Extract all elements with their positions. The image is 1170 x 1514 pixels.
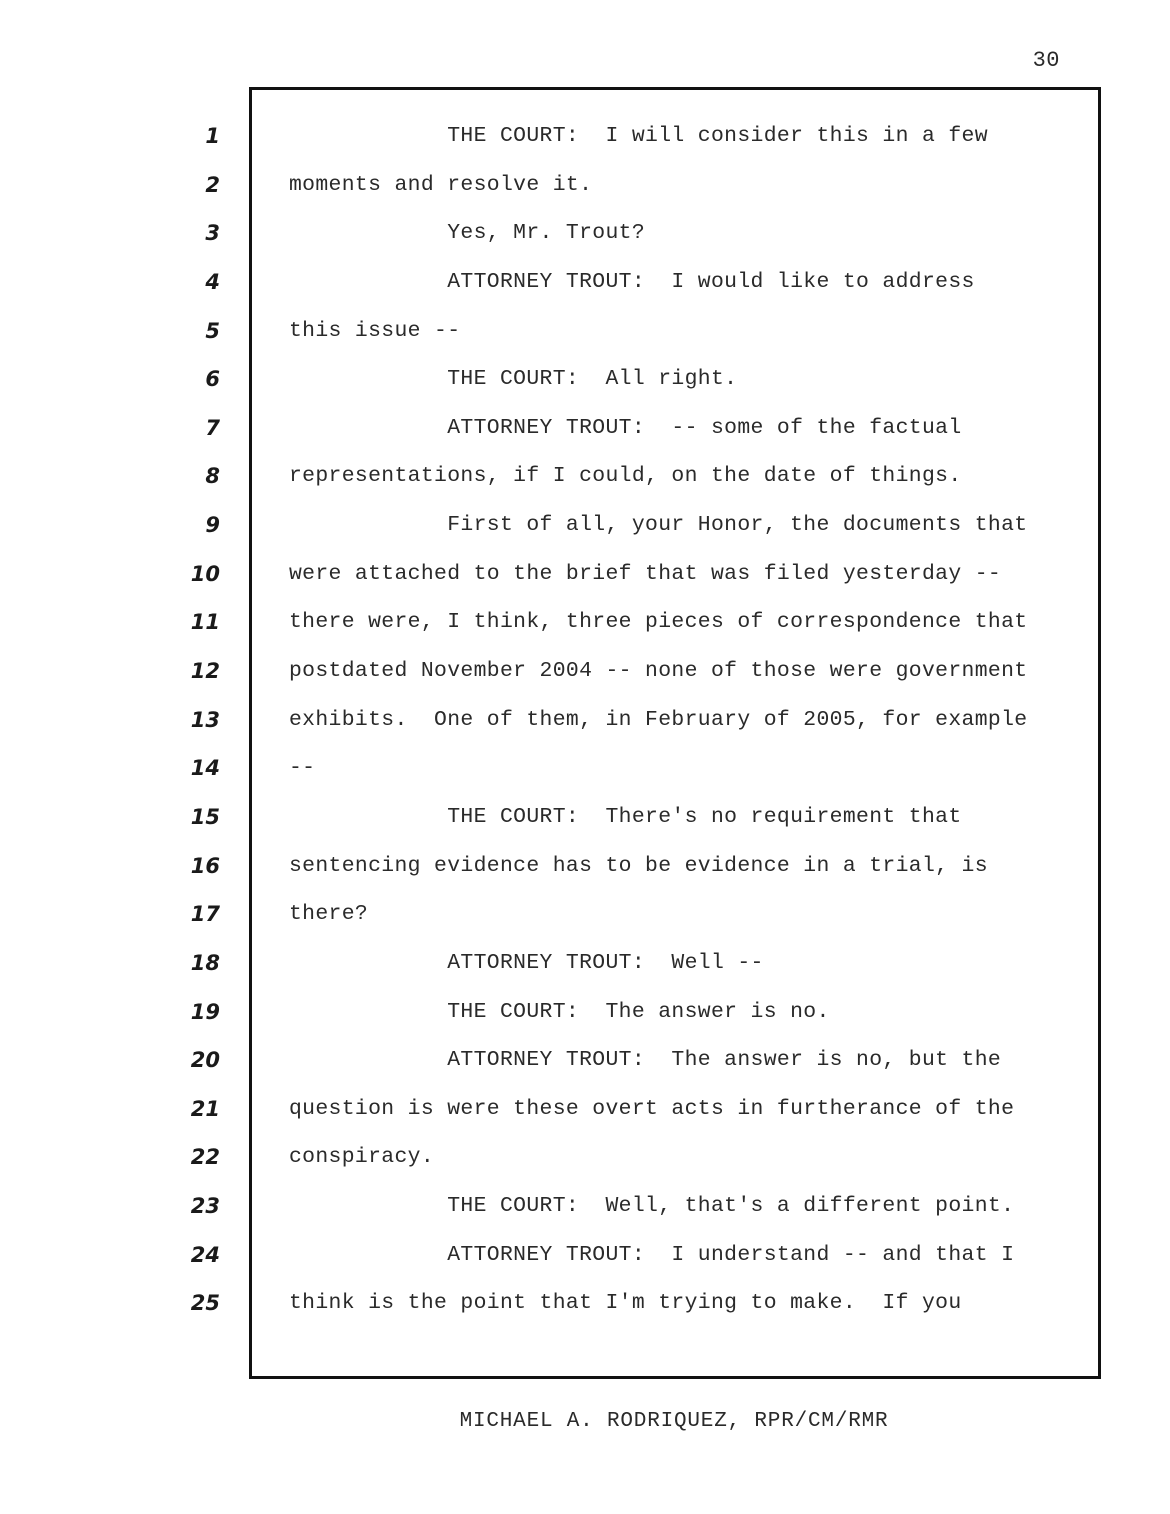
line-number: 10 <box>190 561 220 586</box>
transcript-line: ATTORNEY TROUT: -- some of the factual <box>289 415 962 440</box>
line-number: 21 <box>190 1096 220 1121</box>
line-number: 1 <box>205 124 220 148</box>
line-number: 6 <box>205 367 220 392</box>
line-number: 11 <box>190 610 220 635</box>
line-number: 4 <box>205 269 220 294</box>
line-number: 18 <box>190 950 220 975</box>
line-number: 14 <box>190 756 220 781</box>
line-number: 22 <box>190 1145 220 1170</box>
line-number: 23 <box>190 1194 220 1219</box>
line-number: 7 <box>205 415 220 440</box>
line-number: 3 <box>205 221 220 246</box>
transcript-line: Yes, Mr. Trout? <box>289 221 646 246</box>
transcript-line: question is were these overt acts in furtherance of the <box>289 1096 1015 1121</box>
transcript-body <box>289 112 1089 1328</box>
line-number: 9 <box>205 513 220 538</box>
page-number: 30 <box>1032 48 1060 73</box>
line-number: 24 <box>190 1242 220 1267</box>
line-number: 5 <box>205 318 220 343</box>
transcript-line: there? <box>289 902 369 927</box>
line-number: 12 <box>190 659 220 684</box>
transcript-line: THE COURT: I will consider this in a few <box>289 124 988 148</box>
transcript-line: representations, if I could, on the date of things. <box>289 464 962 489</box>
transcript-line: moments and resolve it. <box>289 172 593 197</box>
transcript-line: were attached to the brief that was filed yesterday -- <box>289 561 1002 586</box>
reporter-footer: MICHAEL A. RODRIQUEZ, RPR/CM/RMR <box>459 1410 889 1433</box>
transcript-line: postdated November 2004 -- none of those were government <box>289 659 1028 684</box>
line-number: 15 <box>190 804 220 829</box>
transcript-line: THE COURT: There's no requirement that <box>289 804 962 829</box>
transcript-line: THE COURT: The answer is no. <box>289 999 830 1024</box>
transcript-line: THE COURT: All right. <box>289 367 738 392</box>
transcript-line: exhibits. One of them, in February of 2005, for example <box>289 707 1028 732</box>
transcript-line: First of all, your Honor, the documents that <box>289 513 1028 538</box>
transcript-line: -- <box>289 756 316 781</box>
transcript-line: think is the point that I'm trying to make. If you <box>289 1291 962 1316</box>
transcript-line: THE COURT: Well, that's a different point. <box>289 1194 1015 1219</box>
transcript-line: conspiracy. <box>289 1145 435 1170</box>
transcript-line: there were, I think, three pieces of correspondence that <box>289 610 1028 635</box>
line-number: 20 <box>190 1048 220 1073</box>
line-number: 8 <box>205 464 220 489</box>
transcript-line: this issue -- <box>289 318 461 343</box>
transcript-line: ATTORNEY TROUT: The answer is no, but the <box>289 1048 1002 1073</box>
transcript-line: ATTORNEY TROUT: I would like to address <box>289 269 975 294</box>
line-number: 17 <box>190 902 220 927</box>
line-number: 16 <box>190 853 220 878</box>
transcript-line: ATTORNEY TROUT: I understand -- and that I <box>289 1242 1015 1267</box>
line-number: 25 <box>190 1291 220 1316</box>
line-number: 13 <box>190 707 220 732</box>
line-number: 19 <box>190 999 220 1024</box>
line-number-column <box>150 112 220 1328</box>
transcript-line: sentencing evidence has to be evidence in a trial, is <box>289 853 988 878</box>
line-number: 2 <box>205 172 220 197</box>
transcript-line: ATTORNEY TROUT: Well -- <box>289 950 764 975</box>
